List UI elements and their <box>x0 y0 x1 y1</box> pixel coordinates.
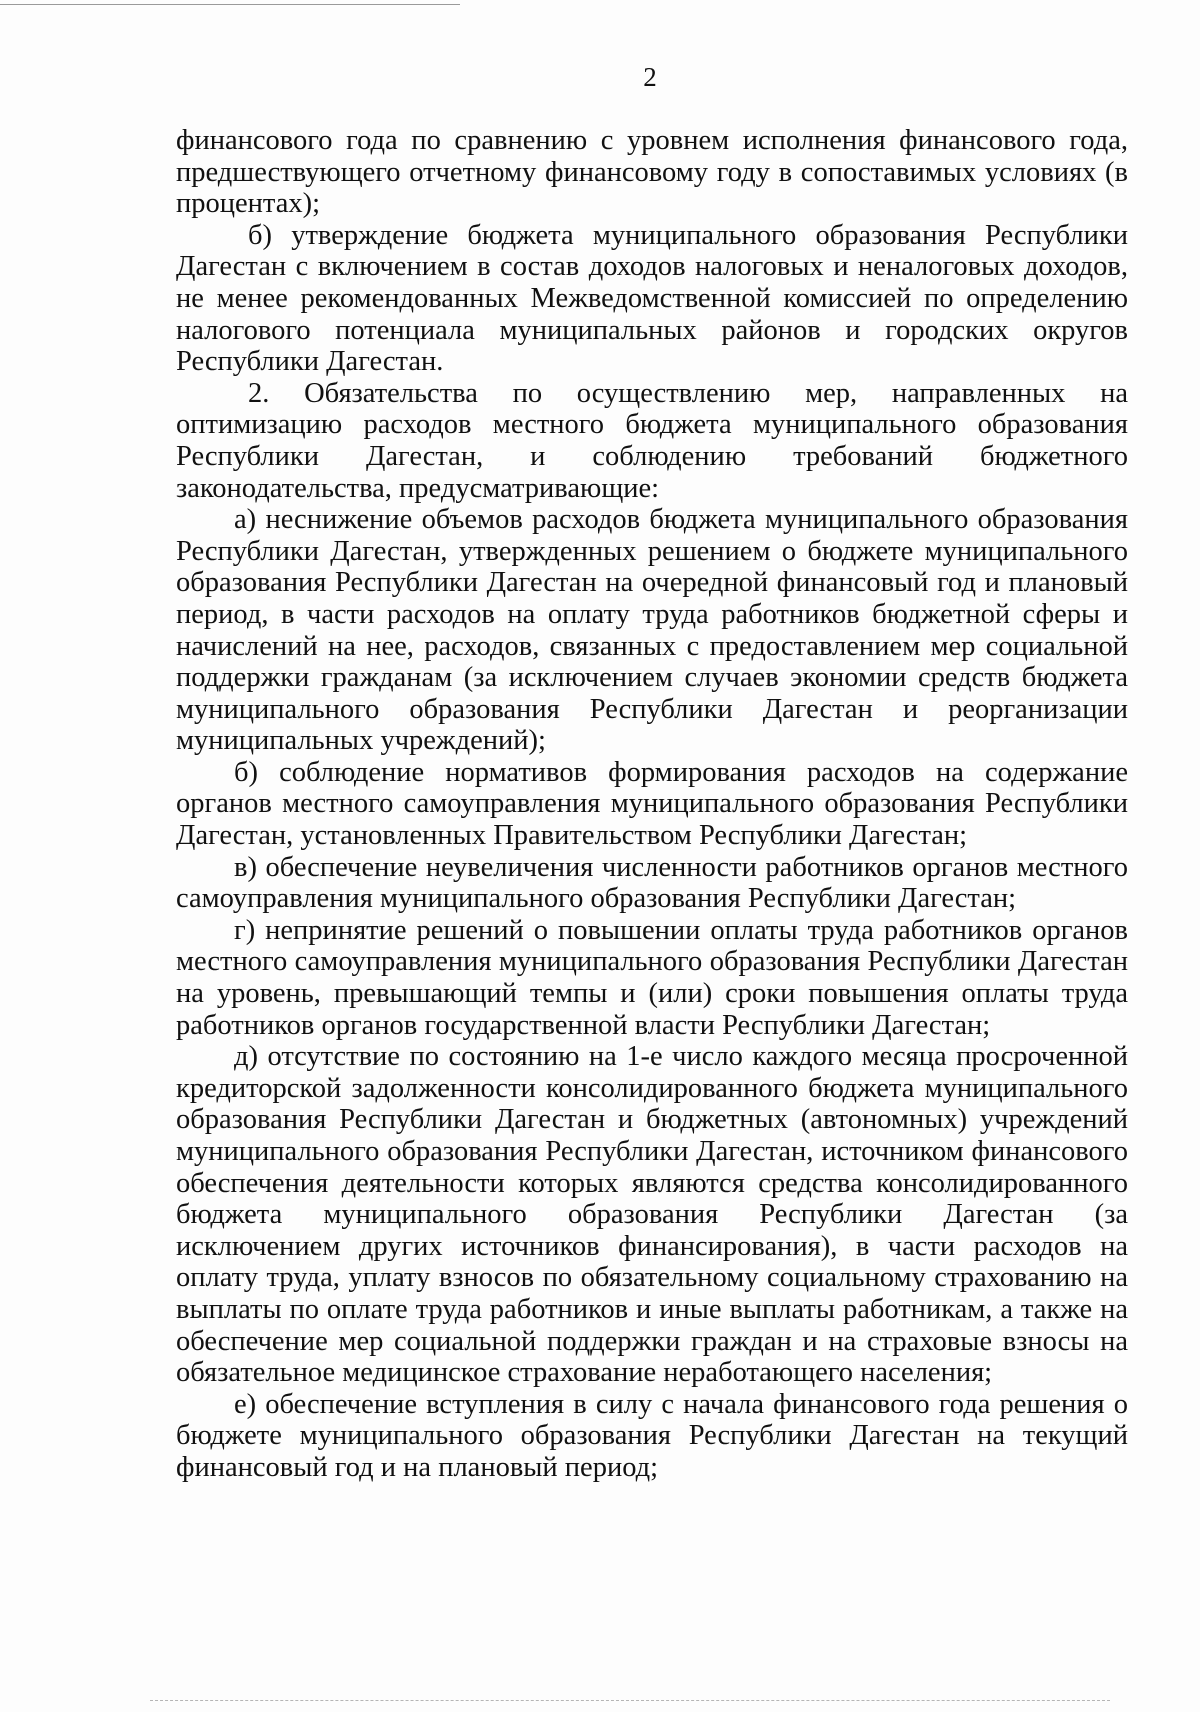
paragraph-item-b: б) соблюдение нормативов формирования расходов на содержание органов местного самоуправления муниципального образования Республики Дагестан, установленных Правительством Республики Дагестан; <box>176 756 1128 852</box>
paragraph-item-v: в) обеспечение неувеличения численности работников органов местного самоуправления муниципального образования Республики Дагестан; <box>176 851 1128 915</box>
paragraph-section-2: 2. Обязательства по осуществлению мер, направленных на оптимизацию расходов местного бюджета муниципального образования Республики Дагестан, и соблюдению требований бюджетного законодательства, предусматривающие: <box>176 377 1128 504</box>
page-number: 2 <box>643 62 657 92</box>
scan-edge-bottom <box>150 1700 1110 1701</box>
document-body <box>176 125 1128 1484</box>
paragraph-item-e: е) обеспечение вступления в силу с начала финансового года решения о бюджете муниципального образования Республики Дагестан на текущий финансовый год и на плановый период; <box>176 1388 1128 1483</box>
paragraph-item-d: д) отсутствие по состоянию на 1-е число каждого месяца просроченной кредиторской задолженности консолидированного бюджета муниципального образования Республики Дагестан и бюджетных (автономных) учреждений муниципального образования Республики Дагестан, источником финансового обеспечения деятельности которых являются средства консолидированного бюджета муниципального образования Республики Дагестан (за исключением других источников финансирования), в части расходов на оплату труда, уплату взносов по обязательному социальному страхованию на выплаты по оплате труда работников и иные выплаты работникам, а также на обеспечение мер социальной поддержки граждан и на страховые взносы на обязательное медицинское страхование неработающего населения; <box>176 1041 1128 1389</box>
paragraph-item-a: а) неснижение объемов расходов бюджета муниципального образования Республики Дагестан, утвержденных решением о бюджете муниципального образования Республики Дагестан на очередной финансовый год и плановый период, в части расходов на оплату труда работников бюджетной сферы и начислений на нее, расходов, связанных с предоставлением мер социальной поддержки гражданам (за исключением случаев экономии средств бюджета муниципального образования Республики Дагестан и реорганизации муниципальных учреждений); <box>176 504 1128 757</box>
paragraph-item-b-budget: б) утверждение бюджета муниципального образования Республики Дагестан с включением в состав доходов налоговых и неналоговых доходов, не менее рекомендованных Межведомственной комиссией по определению налогового потенциала муниципальных районов и городских округов Республики Дагестан. <box>176 219 1128 378</box>
scan-edge-top <box>0 4 460 5</box>
paragraph-item-g: г) непринятие решений о повышении оплаты труда работников органов местного самоуправления муниципального образования Республики Дагестан на уровень, превышающий темпы и (или) сроки повышения оплаты труда работников органов государственной власти Республики Дагестан; <box>176 914 1128 1041</box>
paragraph-continuation: финансового года по сравнению с уровнем исполнения финансового года, предшествующего отчетному финансовому году в сопоставимых условиях (в процентах); <box>176 125 1128 220</box>
